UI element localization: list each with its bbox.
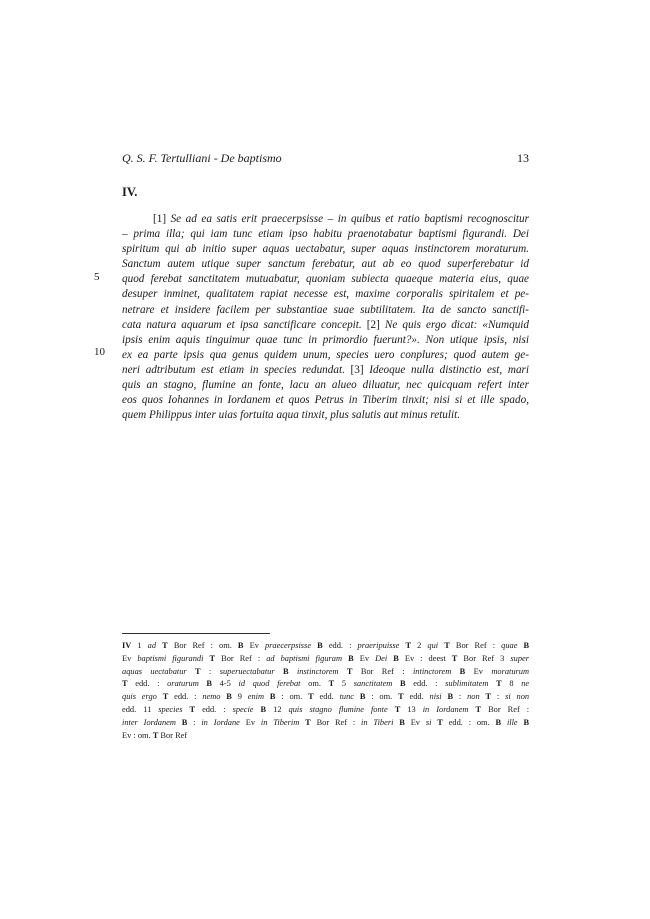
lemma: species	[158, 704, 183, 714]
lemma: in Iordane	[201, 717, 240, 727]
apparatus-line	[122, 704, 529, 717]
siglum: B	[206, 679, 213, 689]
line-number-5: 5	[94, 271, 100, 283]
apparatus-text: 4-5	[212, 679, 239, 689]
siglum: T	[209, 653, 216, 663]
siglum: T	[496, 679, 502, 689]
apparatus-text: : om.	[365, 692, 399, 702]
apparatus-line	[122, 717, 529, 730]
text-segment: ipsis enim aquis tinguimur quae tunc in primordio fuerunt?». Non utique ipsis, nisi	[122, 333, 529, 346]
lemma: ille	[506, 717, 518, 727]
lemma: specie	[232, 704, 254, 714]
lemma: super	[510, 653, 529, 663]
siglum: B	[348, 653, 354, 663]
text-segment: spiritum qui ab initio super aquas uectabatur, super aquas instinctorem moraturum.	[122, 243, 529, 256]
apparatus-text	[388, 705, 395, 714]
running-title: Q. S. F. Tertulliani - De baptismo	[122, 151, 282, 165]
apparatus-text: edd. : om.	[442, 717, 496, 727]
text-segment: Ideoque nulla distinctio est, mari	[363, 363, 529, 376]
siglum: T	[394, 704, 401, 714]
apparatus-text	[254, 705, 261, 714]
paragraph-marker: [1]	[153, 213, 167, 225]
apparatus-text: Ev	[404, 717, 426, 727]
siglum: T	[405, 641, 412, 650]
lemma: non	[467, 692, 480, 702]
apparatus-text: Ev	[239, 717, 261, 727]
siglum: B	[447, 692, 454, 702]
section-heading: IV.	[122, 185, 138, 199]
apparatus-text: :	[491, 692, 506, 702]
apparatus-text: Bor Ref :	[352, 666, 413, 676]
siglum: T	[444, 641, 450, 650]
siglum: T	[398, 692, 404, 702]
apparatus-text: Ev	[353, 653, 376, 663]
siglum: B	[260, 704, 267, 714]
siglum: T	[195, 666, 201, 676]
text-line	[122, 363, 529, 378]
lemma: si	[425, 717, 432, 727]
text-line	[122, 348, 529, 363]
apparatus-line	[122, 653, 529, 666]
text-segment: Ne quis ergo dicat: «Numquid	[379, 318, 529, 331]
paragraph-marker: [3]	[350, 363, 364, 376]
lemma: in Iordanem	[422, 704, 469, 714]
siglum: T	[451, 653, 458, 663]
text-segment: Se ad ea satis erit praecerpsisse – in quibus et ratio baptismi recognoscitur	[166, 213, 529, 225]
apparatus-text: :	[187, 717, 202, 727]
lemma: superuectabatur	[219, 666, 275, 676]
lemma: aquas uectabatur	[122, 666, 187, 676]
apparatus-text: 8	[501, 679, 522, 689]
text-line	[122, 212, 529, 227]
apparatus-text	[488, 679, 496, 688]
siglum: T	[437, 717, 443, 727]
apparatus-text: edd. :	[322, 641, 358, 650]
apparatus-text: 13	[400, 704, 423, 714]
footnote-rule	[122, 633, 270, 634]
lemma: ad baptismi figuram	[266, 653, 343, 663]
text-segment: quod ferebat sanctitatem mutuabatur, quoniam subiecta quaeque materia eius, quae	[122, 273, 529, 286]
lemma: qui	[427, 641, 439, 650]
siglum: T	[485, 692, 492, 702]
text-line	[122, 378, 529, 393]
siglum: B	[317, 641, 323, 650]
siglum: T	[162, 641, 168, 650]
apparatus-text: Ev	[465, 666, 492, 676]
apparatus-text	[468, 705, 475, 714]
lemma: nisi	[429, 692, 442, 702]
apparatus-text: 5	[334, 679, 354, 689]
lemma: si non	[505, 692, 529, 702]
apparatus-text: Bor Ref :	[481, 704, 529, 714]
siglum: B	[237, 641, 244, 650]
text-segment: netrare et insidere facilem per substantiae suae subtilitatem. Ita de sancto sanctifi-	[122, 303, 529, 316]
lemma: in Tiberim	[260, 717, 300, 727]
siglum: B	[523, 641, 529, 650]
apparatus-line	[122, 666, 529, 679]
lemma: ne	[521, 679, 529, 689]
siglum: T	[475, 704, 482, 714]
apparatus-line	[122, 730, 529, 743]
apparatus-text: 9	[231, 692, 248, 702]
lemma: quae	[501, 641, 518, 650]
apparatus-text	[289, 667, 297, 676]
main-text	[122, 212, 529, 423]
text-segment: quem Philippus inter uias fortuita aqua tinxit, plus salutis aut minus retulit.	[122, 409, 461, 422]
lemma: praecerpsisse	[264, 641, 312, 650]
lemma: instinctorem	[296, 666, 339, 676]
apparatus-text: 2	[411, 641, 428, 650]
lemma: quis stagno flumine fonte	[288, 704, 388, 714]
apparatus-line	[122, 640, 529, 653]
apparatus-text: Bor Ref :	[310, 717, 362, 727]
apparatus-text: Ev	[122, 653, 138, 663]
siglum: T	[305, 717, 311, 727]
apparatus-text: Bor Ref 3	[457, 653, 511, 663]
line-number-10: 10	[94, 346, 105, 358]
text-segment: eos quos Iohannes in Iordanem et quos Petrus in Tiberim tinxit; nisi si et ille spado,	[122, 394, 529, 407]
apparatus-text: edd. :	[405, 679, 446, 689]
apparatus-text	[339, 667, 347, 676]
apparatus-text: edd.	[313, 692, 340, 702]
siglum: B	[495, 717, 502, 727]
siglum: B	[226, 692, 232, 702]
siglum: B	[269, 692, 276, 702]
text-line	[122, 257, 529, 272]
apparatus-text: Ev : deest	[398, 653, 452, 663]
apparatus-text: Bor Ref	[158, 730, 188, 740]
lemma: Dei	[375, 653, 388, 663]
siglum: T	[189, 704, 196, 714]
apparatus-text: Ev : om.	[122, 730, 153, 740]
siglum: T	[152, 730, 159, 740]
page-number: 13	[517, 151, 529, 165]
siglum: T	[162, 692, 169, 702]
apparatus-text: edd. :	[127, 679, 168, 689]
lemma: sublimitatem	[445, 679, 489, 689]
apparatus-text: 12	[266, 704, 289, 714]
running-header	[122, 151, 529, 166]
apparatus-line	[122, 691, 529, 704]
apparatus-text	[187, 667, 195, 676]
text-segment: cata natura aquarum et ipsa sanctificare concepit.	[122, 318, 367, 331]
lemma: moraturum	[491, 666, 529, 676]
siglum: B	[181, 717, 188, 727]
apparatus-text	[451, 667, 459, 676]
siglum: B	[283, 666, 289, 676]
text-line	[122, 333, 529, 348]
lemma: inter Iordanem	[122, 717, 176, 727]
lemma: nemo	[202, 692, 221, 702]
text-line	[122, 272, 529, 287]
lemma: id quod ferebat	[238, 679, 301, 689]
text-line	[122, 242, 529, 257]
siglum: B	[523, 717, 529, 727]
text-line	[122, 227, 529, 242]
apparatus-text: edd.	[403, 692, 430, 702]
lemma: oraturum	[167, 679, 199, 689]
lemma: tunc	[339, 692, 354, 702]
apparatus-text: :	[453, 692, 468, 702]
apparatus-text: edd. :	[195, 704, 233, 714]
text-line	[122, 303, 529, 318]
lemma: intinctorem	[412, 666, 452, 676]
text-line	[122, 318, 529, 333]
apparatus-text: edd. :	[168, 692, 203, 702]
lemma: praeripuisse	[357, 641, 400, 650]
siglum: T	[122, 679, 128, 689]
apparatus-text: Bor Ref :	[449, 641, 502, 650]
apparatus-line	[122, 678, 529, 691]
text-segment: neri adtributum est etiam in species redundat.	[122, 363, 351, 376]
siglum: B	[400, 679, 406, 689]
apparatus-text: 1	[131, 641, 148, 650]
text-segment: – prima illa; qui iam tunc etiam ipso habitu praenotabatur baptismi figurandi. Dei	[122, 228, 529, 241]
apparatus-text: Ev	[243, 641, 265, 650]
apparatus-text	[392, 679, 400, 688]
paragraph-marker: [2]	[366, 318, 380, 331]
text-segment: quis an stagno, flumine an fonte, lacu an alueo diluatur, nec quicquam refert inter	[122, 379, 529, 392]
siglum: T	[328, 679, 335, 689]
text-line	[122, 408, 529, 423]
apparatus-text	[275, 667, 283, 676]
siglum: B	[399, 717, 405, 727]
siglum: T	[346, 666, 353, 676]
critical-apparatus	[122, 640, 529, 742]
lemma: in Tiberi	[361, 717, 394, 727]
siglum: B	[459, 666, 466, 676]
apparatus-text: Bor Ref : om.	[167, 641, 238, 650]
text-segment: Sanctum autem utique super sanctum ferebatur, aut ab eo quod superferebatur id	[122, 258, 529, 271]
siglum: IV	[122, 641, 132, 650]
text-segment: ex ea parte ipsis qua genus quidem unum, species uero conplures; quod autem ge-	[122, 348, 529, 361]
apparatus-text: :	[200, 666, 220, 676]
apparatus-text: Bor Ref :	[215, 653, 267, 663]
text-line	[122, 287, 529, 302]
apparatus-text: : om.	[275, 692, 309, 702]
lemma: baptismi figurandi	[137, 653, 204, 663]
apparatus-text: edd. 11	[122, 704, 159, 714]
siglum: B	[393, 653, 399, 663]
lemma: quis ergo	[122, 692, 157, 702]
siglum: B	[359, 692, 366, 702]
lemma: sanctitatem	[353, 679, 393, 689]
apparatus-text: om.	[300, 679, 329, 689]
siglum: T	[308, 692, 314, 702]
text-segment: desuper inminet, qualitatem rapiat necesse est, maxime corporalis spiritalem et pe-	[122, 288, 529, 301]
lemma: ad	[147, 641, 157, 650]
lemma: enim	[247, 692, 265, 702]
text-line	[122, 393, 529, 408]
